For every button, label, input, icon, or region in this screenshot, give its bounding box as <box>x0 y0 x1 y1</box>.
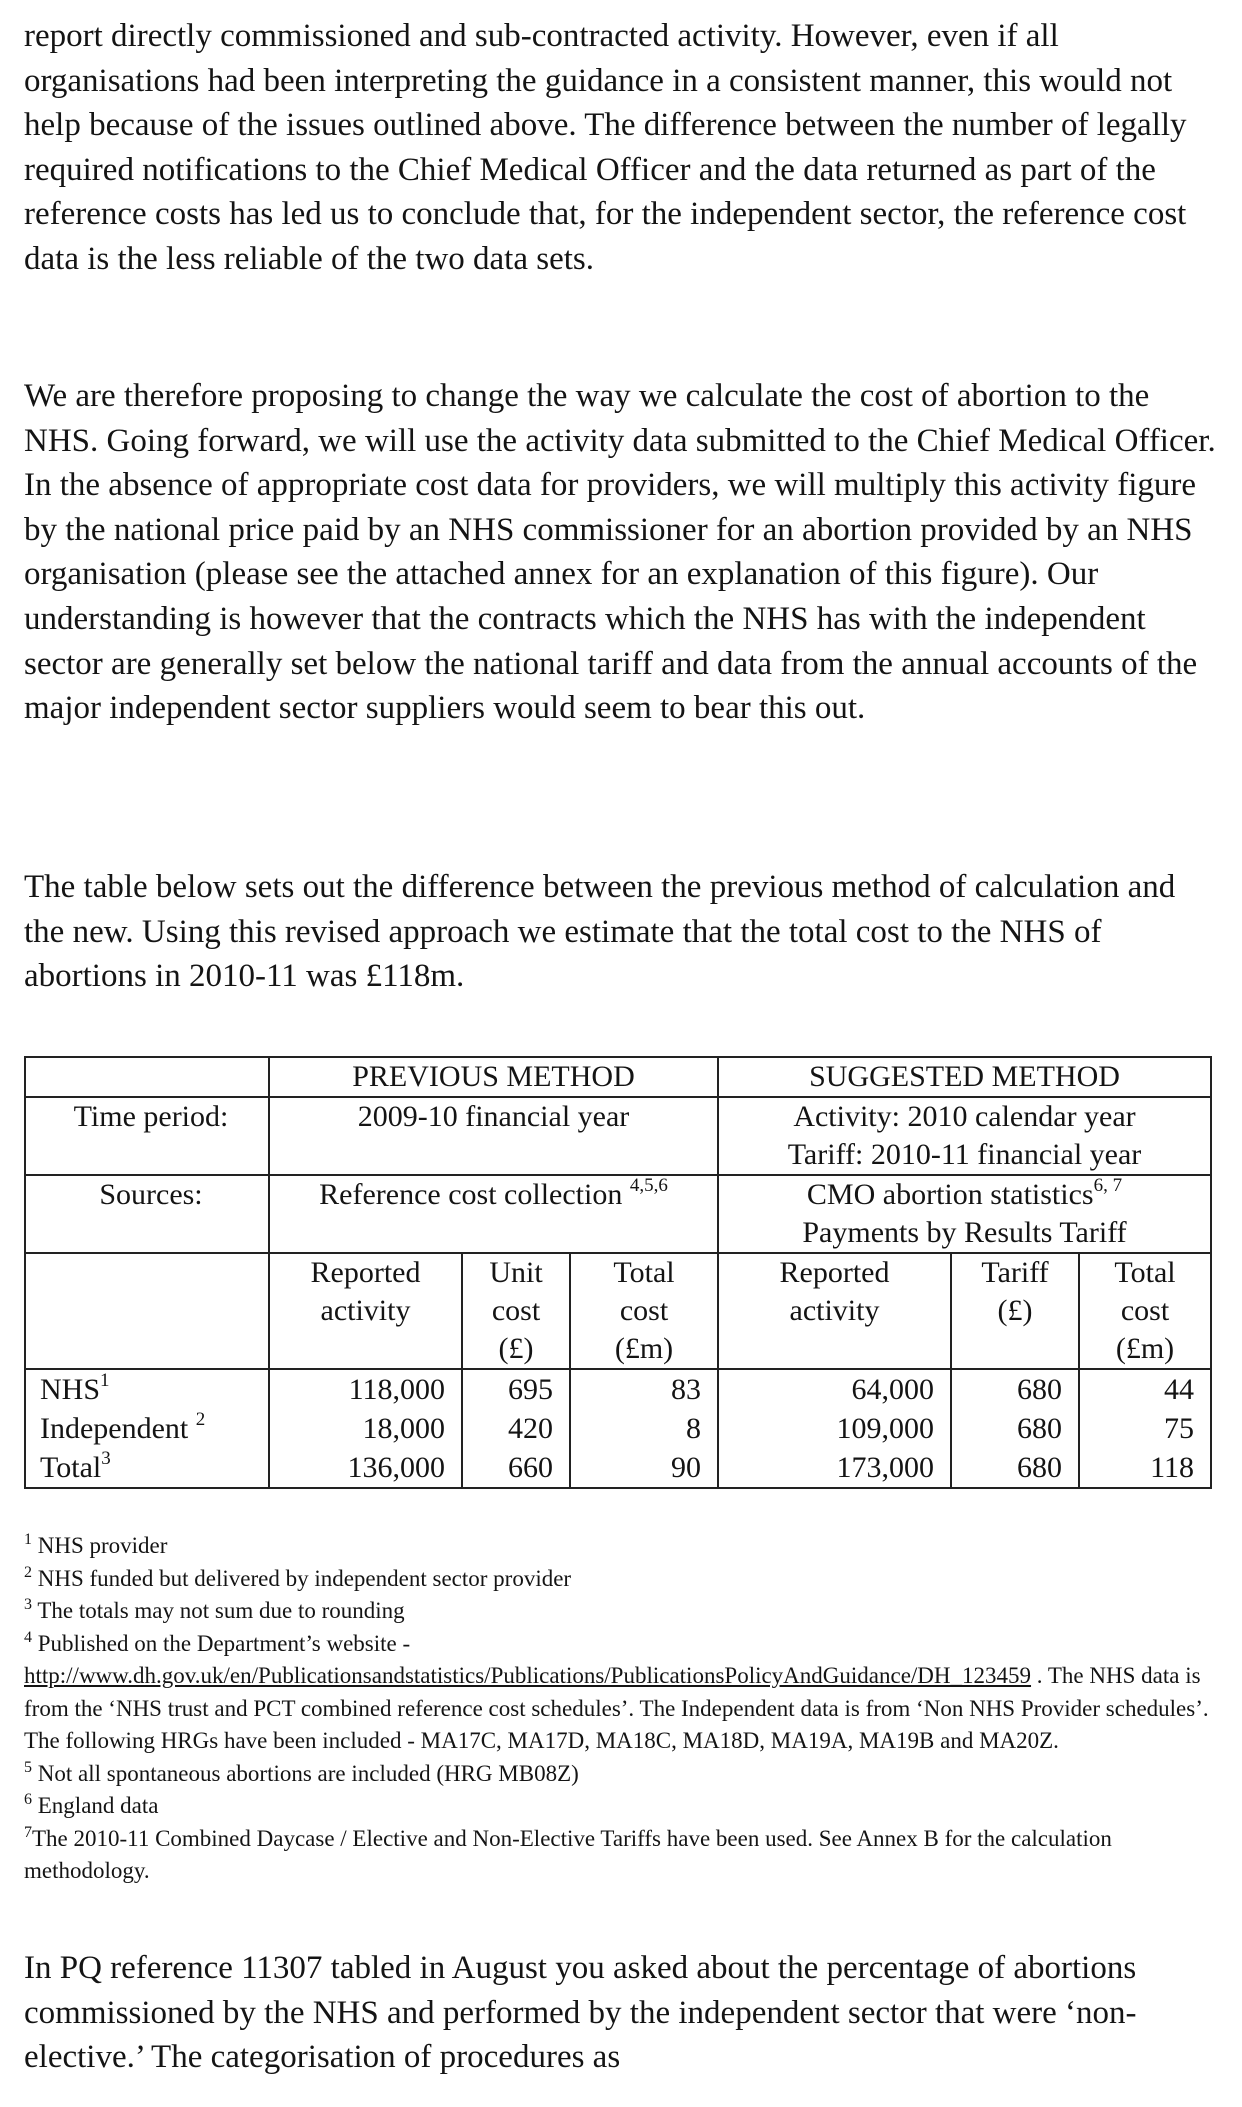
paragraph-table-intro: The table below sets out the difference between the previous method of calculation and the new. Using this revised approach we estimate that the total cost to the NHS of abortions in 2010-11 was £118m. <box>24 869 1176 995</box>
suggested-total-cell: 118 <box>1079 1448 1211 1488</box>
footnote-number: 4 <box>24 1628 32 1646</box>
footnote-ref: 2 <box>195 1409 206 1430</box>
col-header-text: cost <box>1120 1294 1170 1327</box>
table-row <box>25 1369 1211 1409</box>
footnote-number: 2 <box>24 1563 32 1581</box>
tariff-cell: 680 <box>951 1448 1079 1488</box>
row-label-text: Total <box>40 1451 102 1484</box>
col-header-suggested-reported-activity <box>718 1253 951 1369</box>
col-header-unit-cost <box>462 1253 570 1369</box>
suggested-total-cell: 44 <box>1079 1369 1211 1409</box>
previous-method-header: PREVIOUS METHOD <box>269 1057 718 1097</box>
suggested-source-tariff: Payments by Results Tariff <box>802 1216 1127 1249</box>
col-header-text: cost <box>491 1294 541 1327</box>
reported-activity-cell: 18,000 <box>269 1409 462 1448</box>
col-header-text: (£m) <box>614 1332 674 1365</box>
col-header-text: (£m) <box>1115 1332 1175 1365</box>
footnote-7 <box>24 1823 1220 1888</box>
cost-comparison-table <box>24 1056 1212 1489</box>
paragraph-pq-reference: In PQ reference 11307 tabled in August you asked about the percentage of abortions commissioned by the NHS and performed by the independent sector that were ‘non-elective.’ The categorisation of procedures as <box>24 1950 1137 2076</box>
suggested-time-tariff: Tariff: 2010-11 financial year <box>787 1138 1142 1171</box>
row-label <box>25 1448 269 1488</box>
col-header-text: Total <box>613 1256 675 1289</box>
suggested-activity-cell: 109,000 <box>718 1409 951 1448</box>
footnote-text: . The NHS data is from the ‘NHS trust and PCT combined reference cost schedules’. The Independent data is from ‘Non NHS Provider schedules’. The following HRGs have been included - MA17C, MA17D, MA18C, MA18D, MA19A, MA19B and MA20Z. <box>24 1663 1209 1753</box>
suggested-total-cell: 75 <box>1079 1409 1211 1448</box>
total-cost-cell: 8 <box>570 1409 718 1448</box>
col-header-text: Total <box>1114 1256 1176 1289</box>
row-label-text: Independent <box>40 1412 196 1445</box>
col-header-text: Reported <box>779 1256 890 1289</box>
suggested-source-cmo: CMO abortion statistics <box>806 1178 1094 1211</box>
previous-source-footnote-ref: 4,5,6 <box>629 1175 668 1196</box>
suggested-activity-cell: 64,000 <box>718 1369 951 1409</box>
footnote-number: 6 <box>24 1791 32 1808</box>
previous-time-period: 2009-10 financial year <box>269 1097 718 1175</box>
table-column-header-row <box>25 1253 1211 1369</box>
col-header-total-cost <box>570 1253 718 1369</box>
row-label-text: NHS <box>40 1373 101 1406</box>
footnote-text: Not all spontaneous abortions are included (HRG MB08Z) <box>32 1760 579 1786</box>
table-row <box>25 1448 1211 1488</box>
reported-activity-cell: 136,000 <box>269 1448 462 1488</box>
suggested-time-period <box>718 1097 1211 1175</box>
table-row <box>25 1409 1211 1448</box>
unit-cost-cell: 695 <box>462 1369 570 1409</box>
table-method-header-row <box>25 1057 1211 1097</box>
table-time-period-row <box>25 1097 1211 1175</box>
table-corner-cell <box>25 1057 269 1097</box>
footnote-1 <box>24 1530 1220 1563</box>
tariff-cell: 680 <box>951 1369 1079 1409</box>
suggested-method-header: SUGGESTED METHOD <box>718 1057 1211 1097</box>
col-header-text: activity <box>320 1294 411 1327</box>
suggested-source <box>718 1175 1211 1253</box>
unit-cost-cell: 660 <box>462 1448 570 1488</box>
footnote-text: England data <box>32 1793 159 1818</box>
col-header-text: Unit <box>489 1256 543 1289</box>
footnote-number: 3 <box>24 1596 32 1613</box>
previous-source <box>269 1175 718 1253</box>
col-header-text: Reported <box>310 1256 421 1289</box>
previous-source-text: Reference cost collection <box>319 1178 630 1211</box>
footnote-text: The totals may not sum due to rounding <box>32 1598 405 1623</box>
row-label <box>25 1409 269 1448</box>
paragraph-proposal: We are therefore proposing to change the way we calculate the cost of abortion to the NHS. Going forward, we will use the activity data submitted to the Chief Medical Officer. In the absence of appropriate cost data for providers, we will multiply this activity figure by the national price paid by an NHS commissioner for an abortion provided by an NHS organisation (please see the attached annex for an explanation of this figure). Our understanding is however that the contracts which the NHS has with the independent sector are generally set below the national tariff and data from the annual accounts of the major independent sector suppliers would seem to bear this out. <box>24 378 1216 727</box>
col-header-text: activity <box>789 1294 880 1327</box>
footnote-text: Published on the Department’s website - <box>32 1630 411 1656</box>
footnote-ref: 3 <box>101 1448 111 1469</box>
footnote-3 <box>24 1595 1220 1628</box>
col-header-tariff <box>951 1253 1079 1369</box>
footnote-text: The 2010-11 Combined Daycase / Elective and Non-Elective Tariffs have been used. See Annex B for the calculation methodology. <box>24 1825 1112 1883</box>
col-header-text: (£) <box>498 1332 534 1365</box>
dh-website-link[interactable]: http://www.dh.gov.uk/en/Publicationsandstatistics/Publications/PublicationsPolicyAndGuidance/DH_123459 <box>24 1663 1032 1688</box>
footnotes <box>24 1530 1220 1888</box>
col-header-suggested-total-cost <box>1079 1253 1211 1369</box>
time-period-label: Time period: <box>25 1097 269 1175</box>
footnote-6 <box>24 1790 1220 1823</box>
sources-label: Sources: <box>25 1175 269 1253</box>
footnote-4 <box>24 1628 1220 1758</box>
col-header-text: cost <box>619 1294 669 1327</box>
table-sources-row <box>25 1175 1211 1253</box>
footnote-5 <box>24 1758 1220 1791</box>
suggested-activity-cell: 173,000 <box>718 1448 951 1488</box>
footnote-ref: 1 <box>100 1370 110 1391</box>
footnote-text: NHS funded but delivered by independent sector provider <box>32 1565 572 1591</box>
footnote-text: NHS provider <box>32 1533 168 1558</box>
col-header-text: Tariff <box>981 1256 1049 1289</box>
tariff-cell: 680 <box>951 1409 1079 1448</box>
footnote-number: 1 <box>24 1531 32 1548</box>
col-header-text: (£) <box>997 1294 1033 1327</box>
suggested-time-activity: Activity: 2010 calendar year <box>793 1100 1136 1133</box>
total-cost-cell: 90 <box>570 1448 718 1488</box>
unit-cost-cell: 420 <box>462 1409 570 1448</box>
reported-activity-cell: 118,000 <box>269 1369 462 1409</box>
footnote-number: 7 <box>24 1823 32 1841</box>
footnote-2 <box>24 1563 1220 1596</box>
col-header-reported-activity <box>269 1253 462 1369</box>
suggested-source-footnote-ref: 6, 7 <box>1093 1175 1123 1196</box>
row-label <box>25 1369 269 1409</box>
paragraph-reporting: report directly commissioned and sub-contracted activity. However, even if all organisations had been interpreting the guidance in a consistent manner, this would not help because of the issues outlined above. The difference between the number of legally required notifications to the Chief Medical Officer and the data returned as part of the reference costs has led us to conclude that, for the independent sector, the reference cost data is the less reliable of the two data sets. <box>24 18 1187 277</box>
footnote-number: 5 <box>24 1758 32 1776</box>
total-cost-cell: 83 <box>570 1369 718 1409</box>
column-header-blank <box>25 1253 269 1369</box>
